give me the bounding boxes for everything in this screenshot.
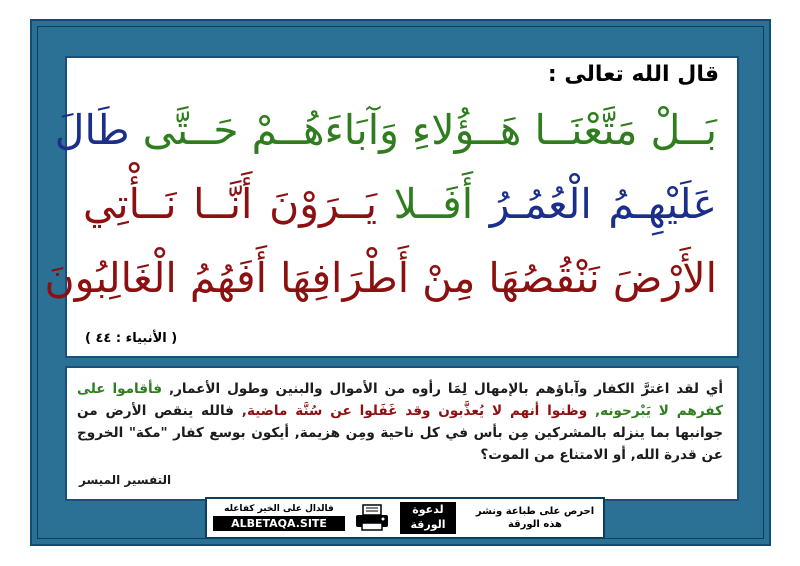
- verse-segment: عَلَيْهِـمُ الْعُمُـرُ: [489, 180, 717, 228]
- footer-website-block: [213, 504, 345, 532]
- footer-saying: فالدال على الخير كفاعله: [224, 504, 334, 514]
- printer-icon: [354, 504, 390, 532]
- brand-logo: لدعوة الورقة: [400, 502, 456, 534]
- verse-reference: ( الأنبياء : ٤٤ ): [85, 331, 178, 346]
- verse-segment: أَنَّــا نَــأْتِي: [83, 180, 253, 228]
- verse-segment: أَفَــلا: [393, 180, 474, 228]
- footer-print-note: احرص على طباعة ونشر هذه الورقة: [475, 506, 595, 530]
- verse-segment: بَــلْ مَتَّعْنَــا: [534, 106, 717, 154]
- tafsir-text: [77, 378, 723, 466]
- verse-segment: حَــتَّى: [142, 106, 239, 154]
- verse-segment: هَــؤُلاءِ وَآبَاءَهُــمْ: [251, 106, 522, 154]
- verse-segment: مِنْ أَطْرَافِهَا: [280, 254, 476, 302]
- tafsir-box: [65, 366, 739, 501]
- verse-segment: طَالَ: [54, 106, 130, 154]
- footer-site-link[interactable]: ALBETAQA.SITE: [213, 516, 345, 531]
- tafsir-part: فالله ينقص الأرض من جوانبها بما ينزله بالمشركين مِن بأس في كل ناحية ومِن هزيمة, أيكون بوسع كفار "مكة" الخروج عن قدرة الله, أو الامتناع من الموت؟: [77, 403, 723, 463]
- verse-line-1: [54, 100, 717, 160]
- tafsir-part: أي لقد اغترَّ الكفار وآباؤهم بالإمهال لِمَا رأوه من الأموال والبنين وطول الأعمار,: [168, 381, 723, 397]
- verse-segment: أَفَهُمُ الْغَالِبُونَ: [44, 254, 268, 302]
- tafsir-source: التفسير الميسر: [79, 473, 172, 487]
- verse-intro: قال الله تعالى :: [547, 62, 719, 87]
- verse-line-2: [83, 174, 717, 234]
- tafsir-part: وظنوا أنهم لا يُعذَّبون وقد غَفَلوا عن سُنَّة ماضية,: [241, 403, 588, 419]
- verse-box: [44, 56, 739, 358]
- verse-line-3: [44, 248, 717, 308]
- tafsir-part: فأقاموا على كفرهم لا يَبْرحونه,: [77, 381, 723, 419]
- footer-bar: [205, 497, 605, 539]
- verse-segment: يَــرَوْنَ: [269, 180, 378, 228]
- verse-segment: الأَرْضَ نَنْقُصُهَا: [488, 254, 717, 302]
